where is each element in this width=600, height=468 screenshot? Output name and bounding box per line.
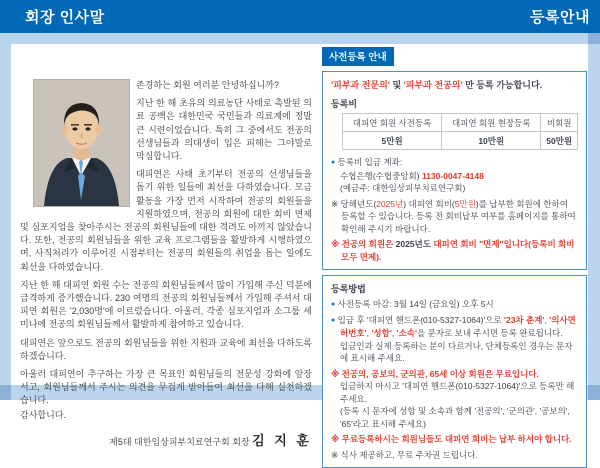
fee-value-nonmember: 50만원 xyxy=(541,132,578,150)
fee-header-onsite: 대피연 회원 현장등록 xyxy=(442,114,541,132)
frame-corner-top-right xyxy=(588,33,600,44)
fee-title: 등록비 xyxy=(331,99,358,109)
method-title: 등록방법 xyxy=(331,284,366,294)
fee-value-pre: 5만원 xyxy=(343,132,442,150)
fee-note-dues xyxy=(331,198,578,236)
fee-note1-amount: 5만원 xyxy=(454,198,476,209)
sms-name: '성함' xyxy=(371,328,392,338)
fee-header-nonmember: 비회원 xyxy=(541,114,578,132)
frame-corner-bottom-left xyxy=(0,385,11,400)
free-registration-tagging xyxy=(331,405,578,430)
free-registration-tagging-text: (등록 시 문자에 성함 및 소속과 함께 '전공의', '군의관', '공보의', '65'라고 표시해 주세요) xyxy=(340,406,570,429)
fee-value-onsite: 10만원 xyxy=(442,132,541,150)
sms-t4: , xyxy=(391,328,397,338)
account-label-line xyxy=(331,156,578,170)
fee-note1-t2: ) 대피연 회비( xyxy=(403,198,455,209)
fee-note1-year: 2025년 xyxy=(376,198,404,209)
dues-required-note xyxy=(331,433,578,446)
eligibility-specialist: '피부과 전문의' xyxy=(331,80,390,90)
eligibility-and: 및 xyxy=(389,80,404,90)
dues-required-text: ※ 무료등록하시는 회원님들도 대피연 회비는 납부 하셔야 합니다. xyxy=(331,434,572,444)
free-registration-text: ※ 전공의, 공보의, 군의관, 65세 이상 회원은 무료입니다. xyxy=(331,368,539,379)
bullet-icon: ● xyxy=(331,316,336,324)
top-header-bar xyxy=(0,0,600,33)
signature-line xyxy=(20,430,312,449)
preregistration-badge: 사전등록 안내 xyxy=(322,47,394,66)
account-holder-line xyxy=(331,182,578,195)
sms-t3: , xyxy=(366,328,372,338)
free-registration-note xyxy=(331,368,578,381)
fee-note-residents-exempt xyxy=(331,238,578,263)
sms-t2: , xyxy=(544,314,550,325)
deadline-text: 사전등록 마감: 3월 14일 (금요일) 오후 5시 xyxy=(337,299,494,309)
sms-different-payer-line xyxy=(331,340,578,365)
signature-title: 제5대 대한임상피부치료연구회 회장 xyxy=(109,436,253,447)
fee-box xyxy=(322,71,587,270)
greeting-paragraph-3: 대피연은 사태 초기부터 전공의 선생님들을 돕기 위한 일들에 최선을 다하였습니다. 모금 활동을 가장 먼저 시작하여 전공의 회원들을 지원하였으며, 전공의 회원에 대한 회비 면제 및 심포지엄을 찾아주시는 전공의 회원님들에 대한 격려도 아끼지 않았습니다. 또한, 전공의 회원님들을 위한 교육 프로그램들을 활발하게 시행하였으며, 사직처리가 이루어진 시점부터는 전공의 회원들의 취업을 돕는 일에도 최선을 다하였습니다. xyxy=(20,169,312,272)
sms-instruction-line xyxy=(331,314,578,340)
header-underline-band xyxy=(0,33,600,44)
frame-left-strip xyxy=(0,44,11,385)
fee-table-header-row xyxy=(343,114,578,132)
greeting-paragraph-2: 지난 한 해 초유의 의료농단 사태로 촉발된 의료 공백은 대한민국 국민들과 의료계에 정말 큰 시련이었습니다. 특히 그 중에서도 전공의 선생님들과 의대생이 입은 피해는 그야말로 막심합니다. xyxy=(136,98,312,162)
sms-t5: 을 문자로 보내 주시면 등록 완료됩니다. xyxy=(417,328,563,338)
page-title-right: 등록안내 xyxy=(530,9,590,26)
bullet-icon: ● xyxy=(331,159,336,166)
account-label: 등록비 입금 계좌: xyxy=(337,157,403,167)
sms-t1: 입금 후 '대피연 핸드폰(010-5327-1064)'으로 xyxy=(337,314,504,325)
greeting-section xyxy=(20,76,312,449)
bullet-icon: ● xyxy=(331,301,336,308)
fee-header-pre: 대피연 회원 사전등록 xyxy=(343,114,442,132)
fee-note2-year: 2025년도 xyxy=(395,239,431,249)
account-holder: (예금주: 대한임상피부치료연구회) xyxy=(340,183,466,193)
greeting-paragraph-4: 지난 한 해 대피연 회원 수는 전공의 회원님들께서 많이 가입해 주신 덕분에 급격하게 증가했습니다. 230 여명의 전공의 회원님들께서 가입해 주셔서 대피연 회원은 '2,030명'에 이르렀습니다. 아울러, 각종 심포지엄과 소그룹 세미나에 전공의 회원님들께서 활발하게 참여하고 있습니다. xyxy=(20,279,312,330)
greeting-paragraph-6: 아울러 대피연이 추구하는 가장 큰 목표인 회원님들의 전문성 강화에 앞장서고, 회원님들께서 주시는 의견을 무겁게 받아들여 최선을 다해 실천하겠습니다. xyxy=(20,369,312,406)
fee-note2-r1: ※ 전공의 회원은 xyxy=(331,239,396,249)
sms-license: '의사면허번호' xyxy=(340,314,576,338)
page-title-left: 회장 인사말 xyxy=(25,9,105,26)
fee-table xyxy=(342,113,578,150)
free-registration-detail xyxy=(331,380,578,405)
method-box xyxy=(322,275,587,468)
meal-parking-text: ※ 식사 제공하고, 무료 주차권 드립니다. xyxy=(331,449,478,460)
sms-affiliation: '소속' xyxy=(396,328,418,338)
signature-name: 김 지 훈 xyxy=(252,432,312,448)
sms-different-payer-text: 입금인과 실제 등록하는 분이 다르거나, 단체등록인 경우는 문자에 표시해 주세요. xyxy=(340,340,573,363)
account-number-line xyxy=(331,170,578,183)
greeting-paragraph-7: 감사합니다. xyxy=(20,409,66,420)
frame-corner-bottom-right xyxy=(588,385,600,400)
chairman-photo xyxy=(33,79,130,207)
greeting-paragraph-5: 대피연은 앞으로도 전공의 회원님들을 위한 지원과 교육에 최선을 다하도록 하겠습니다. xyxy=(20,337,312,361)
registration-section xyxy=(322,47,587,468)
greeting-paragraph-1: 존경하는 회원 여러분 안녕하십니까? xyxy=(136,80,279,90)
meal-parking-note xyxy=(331,449,578,462)
eligibility-resident: '피부과 전공의' xyxy=(403,80,463,90)
free-registration-detail-text: 입금하지 마시고 '대피연 핸드폰(010-5327-1064)'으로 등록만 해 주세요. xyxy=(340,381,575,404)
fee-note1-t3: )를 납부한 회원에 한하여 등록할 수 있습니다. 등록 전 회비납부 여부를 홈페이지를 통하여 확인해 주시기 바랍니다. xyxy=(341,198,576,234)
fee-note2-r2: 대피연 회비 "면제"입니다(등록비 회비 모두 면제). xyxy=(341,239,575,262)
fee-note1-t1: ※ 당해년도( xyxy=(331,198,377,209)
deadline-line xyxy=(331,298,578,312)
fee-table-value-row xyxy=(343,132,578,150)
account-number: 1130-0047-4148 xyxy=(421,170,484,181)
bank-name: 수협은행(수협중앙회) xyxy=(340,170,422,181)
sms-symposium: '23차 춘계' xyxy=(503,314,545,325)
eligibility-notice xyxy=(331,78,578,91)
eligibility-rest: 만 등록 가능합니다. xyxy=(462,80,543,90)
frame-right-strip xyxy=(588,44,600,385)
chairman-portrait-illustration xyxy=(34,80,129,206)
